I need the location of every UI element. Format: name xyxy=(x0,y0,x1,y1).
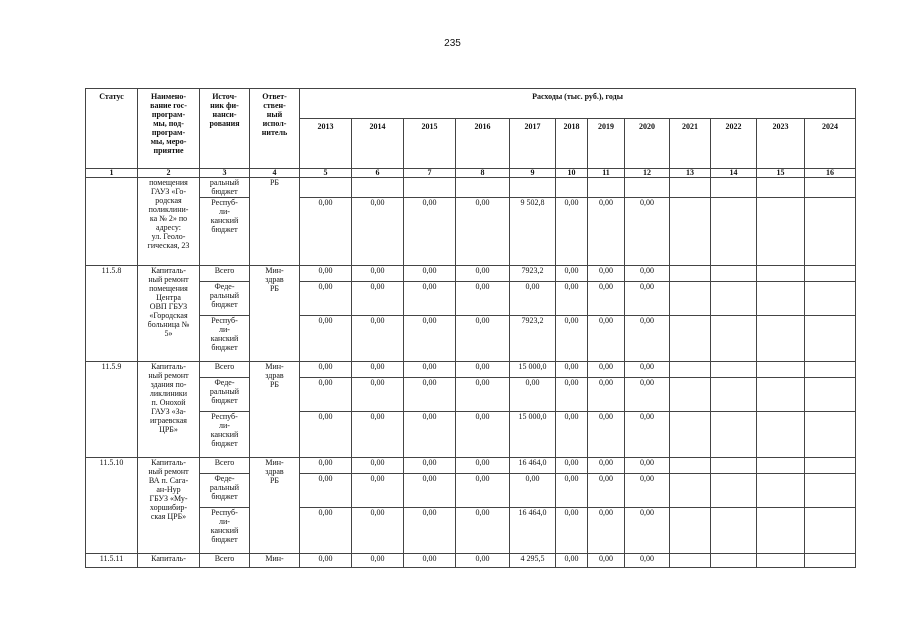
page-number: 235 xyxy=(444,38,461,49)
value-cell: 0,00 xyxy=(625,198,670,266)
source-cell: Всего xyxy=(200,458,250,474)
name-cell: Капиталь- ный ремонт ВА п. Сага- ан-Нур ГБУЗ «Му- хоршибир- ская ЦРБ» xyxy=(138,458,200,554)
empty-cell xyxy=(711,198,757,266)
value-cell: 0,00 xyxy=(352,378,404,412)
empty-cell xyxy=(711,178,757,198)
empty-cell xyxy=(670,508,711,554)
status-cell: 11.5.8 xyxy=(86,266,138,362)
value-cell: 0,00 xyxy=(404,362,456,378)
value-cell: 0,00 xyxy=(588,554,625,568)
empty-cell xyxy=(670,198,711,266)
empty-cell xyxy=(805,412,856,458)
value-cell: 0,00 xyxy=(456,266,510,282)
value-cell: 0,00 xyxy=(404,316,456,362)
budget-table xyxy=(85,88,856,568)
empty-cell xyxy=(670,458,711,474)
year-header: 2017 xyxy=(510,119,556,169)
column-number: 16 xyxy=(805,169,856,178)
empty-cell xyxy=(711,508,757,554)
value-cell: 0,00 xyxy=(625,266,670,282)
column-number: 15 xyxy=(757,169,805,178)
source-cell: Феде- ральный бюджет xyxy=(200,378,250,412)
value-cell: 0,00 xyxy=(352,316,404,362)
empty-cell xyxy=(711,282,757,316)
empty-cell xyxy=(757,282,805,316)
value-cell: 0,00 xyxy=(625,474,670,508)
value-cell xyxy=(352,178,404,198)
year-header: 2016 xyxy=(456,119,510,169)
column-number: 2 xyxy=(138,169,200,178)
empty-cell xyxy=(757,508,805,554)
year-header: 2014 xyxy=(352,119,404,169)
value-cell: 0,00 xyxy=(300,316,352,362)
source-cell: Всего xyxy=(200,362,250,378)
empty-cell xyxy=(711,316,757,362)
value-cell: 0,00 xyxy=(510,474,556,508)
value-cell: 0,00 xyxy=(625,508,670,554)
responsible-cell: Мин- здрав РБ xyxy=(250,458,300,554)
source-cell: Респуб- ли- канский бюджет xyxy=(200,198,250,266)
value-cell: 0,00 xyxy=(588,412,625,458)
name-cell: Капиталь- xyxy=(138,554,200,568)
year-header: 2015 xyxy=(404,119,456,169)
empty-cell xyxy=(805,458,856,474)
value-cell: 0,00 xyxy=(588,282,625,316)
value-cell: 0,00 xyxy=(625,554,670,568)
empty-cell xyxy=(757,474,805,508)
column-number: 5 xyxy=(300,169,352,178)
empty-cell xyxy=(805,378,856,412)
value-cell: 0,00 xyxy=(300,266,352,282)
empty-cell xyxy=(670,412,711,458)
value-cell: 0,00 xyxy=(404,378,456,412)
value-cell: 0,00 xyxy=(300,458,352,474)
table-row xyxy=(86,282,856,316)
value-cell: 0,00 xyxy=(588,474,625,508)
column-number: 4 xyxy=(250,169,300,178)
header-source: Источ- ник фи- нанси- рования xyxy=(200,89,250,169)
header-responsible: Ответ- ствен- ный испол- нитель xyxy=(250,89,300,169)
value-cell xyxy=(588,178,625,198)
year-header: 2021 xyxy=(670,119,711,169)
empty-cell xyxy=(805,266,856,282)
value-cell: 0,00 xyxy=(456,554,510,568)
value-cell: 15 000,0 xyxy=(510,362,556,378)
name-cell: Капиталь- ный ремонт помещения Центра ОВП ГБУЗ «Городская больница № 5» xyxy=(138,266,200,362)
table-row xyxy=(86,362,856,378)
value-cell xyxy=(300,178,352,198)
value-cell: 0,00 xyxy=(300,282,352,316)
empty-cell xyxy=(711,378,757,412)
column-number-row xyxy=(86,169,856,178)
value-cell: 0,00 xyxy=(300,508,352,554)
table-row xyxy=(86,508,856,554)
value-cell: 0,00 xyxy=(456,412,510,458)
value-cell: 0,00 xyxy=(556,282,588,316)
empty-cell xyxy=(805,198,856,266)
table-body xyxy=(86,178,856,568)
empty-cell xyxy=(757,198,805,266)
source-cell: Респуб- ли- канский бюджет xyxy=(200,412,250,458)
column-number: 8 xyxy=(456,169,510,178)
value-cell: 0,00 xyxy=(300,412,352,458)
value-cell: 0,00 xyxy=(456,362,510,378)
value-cell: 16 464,0 xyxy=(510,458,556,474)
empty-cell xyxy=(757,412,805,458)
value-cell: 0,00 xyxy=(625,282,670,316)
empty-cell xyxy=(805,316,856,362)
responsible-cell: Мин- здрав РБ xyxy=(250,266,300,362)
year-header: 2018 xyxy=(556,119,588,169)
value-cell: 0,00 xyxy=(456,508,510,554)
value-cell: 0,00 xyxy=(300,554,352,568)
value-cell: 0,00 xyxy=(625,458,670,474)
header-status: Статус xyxy=(86,89,138,169)
table-row xyxy=(86,378,856,412)
value-cell: 0,00 xyxy=(404,474,456,508)
value-cell: 0,00 xyxy=(625,412,670,458)
source-cell: Респуб- ли- канский бюджет xyxy=(200,508,250,554)
empty-cell xyxy=(670,178,711,198)
empty-cell xyxy=(805,554,856,568)
source-cell: Феде- ральный бюджет xyxy=(200,282,250,316)
value-cell: 0,00 xyxy=(404,458,456,474)
year-header: 2013 xyxy=(300,119,352,169)
name-cell: помещения ГАУЗ «Го- родская поликлини- ка № 2» по адресу: ул. Геоло- гическая, 23 xyxy=(138,178,200,266)
value-cell: 0,00 xyxy=(300,362,352,378)
empty-cell xyxy=(670,266,711,282)
value-cell: 0,00 xyxy=(588,508,625,554)
empty-cell xyxy=(711,266,757,282)
value-cell: 0,00 xyxy=(352,282,404,316)
column-number: 14 xyxy=(711,169,757,178)
value-cell: 0,00 xyxy=(625,378,670,412)
value-cell: 0,00 xyxy=(588,362,625,378)
empty-cell xyxy=(757,266,805,282)
value-cell: 0,00 xyxy=(300,474,352,508)
empty-cell xyxy=(757,362,805,378)
value-cell: 0,00 xyxy=(510,378,556,412)
empty-cell xyxy=(757,554,805,568)
value-cell xyxy=(625,178,670,198)
value-cell: 0,00 xyxy=(404,266,456,282)
source-cell: ральный бюджет xyxy=(200,178,250,198)
empty-cell xyxy=(805,508,856,554)
year-header: 2024 xyxy=(805,119,856,169)
value-cell: 0,00 xyxy=(456,316,510,362)
table-row xyxy=(86,178,856,198)
status-cell: 11.5.11 xyxy=(86,554,138,568)
empty-cell xyxy=(670,362,711,378)
responsible-cell: Мин- здрав РБ xyxy=(250,362,300,458)
value-cell: 0,00 xyxy=(404,508,456,554)
value-cell: 0,00 xyxy=(556,412,588,458)
value-cell: 0,00 xyxy=(352,508,404,554)
value-cell xyxy=(404,178,456,198)
value-cell: 0,00 xyxy=(588,316,625,362)
value-cell: 0,00 xyxy=(300,378,352,412)
year-header: 2023 xyxy=(757,119,805,169)
value-cell: 0,00 xyxy=(404,412,456,458)
empty-cell xyxy=(757,378,805,412)
empty-cell xyxy=(805,178,856,198)
value-cell: 0,00 xyxy=(456,458,510,474)
value-cell: 0,00 xyxy=(556,362,588,378)
status-cell xyxy=(86,178,138,266)
value-cell: 0,00 xyxy=(352,412,404,458)
column-number: 12 xyxy=(625,169,670,178)
empty-cell xyxy=(757,458,805,474)
value-cell: 0,00 xyxy=(352,458,404,474)
value-cell: 0,00 xyxy=(456,198,510,266)
value-cell: 0,00 xyxy=(456,378,510,412)
empty-cell xyxy=(805,474,856,508)
column-number: 10 xyxy=(556,169,588,178)
table-row xyxy=(86,554,856,568)
table-row xyxy=(86,458,856,474)
empty-cell xyxy=(670,474,711,508)
table-row xyxy=(86,266,856,282)
value-cell: 0,00 xyxy=(588,458,625,474)
empty-cell xyxy=(670,554,711,568)
value-cell: 0,00 xyxy=(352,554,404,568)
value-cell xyxy=(556,178,588,198)
column-number: 1 xyxy=(86,169,138,178)
value-cell: 7923,2 xyxy=(510,316,556,362)
value-cell: 0,00 xyxy=(556,554,588,568)
value-cell: 0,00 xyxy=(556,508,588,554)
name-cell: Капиталь- ный ремонт здания по- ликлиники п. Онохой ГАУЗ «За- играевская ЦРБ» xyxy=(138,362,200,458)
value-cell: 16 464,0 xyxy=(510,508,556,554)
value-cell: 0,00 xyxy=(588,198,625,266)
value-cell: 0,00 xyxy=(556,316,588,362)
value-cell: 0,00 xyxy=(556,458,588,474)
source-cell: Феде- ральный бюджет xyxy=(200,474,250,508)
empty-cell xyxy=(711,458,757,474)
value-cell: 0,00 xyxy=(588,266,625,282)
value-cell: 0,00 xyxy=(300,198,352,266)
column-number: 9 xyxy=(510,169,556,178)
empty-cell xyxy=(757,178,805,198)
empty-cell xyxy=(711,362,757,378)
value-cell: 15 000,0 xyxy=(510,412,556,458)
value-cell: 0,00 xyxy=(404,282,456,316)
value-cell: 0,00 xyxy=(510,282,556,316)
empty-cell xyxy=(757,316,805,362)
value-cell: 0,00 xyxy=(404,198,456,266)
status-cell: 11.5.10 xyxy=(86,458,138,554)
value-cell: 0,00 xyxy=(556,198,588,266)
value-cell xyxy=(510,178,556,198)
source-cell: Всего xyxy=(200,266,250,282)
value-cell: 0,00 xyxy=(352,362,404,378)
value-cell: 0,00 xyxy=(588,378,625,412)
empty-cell xyxy=(711,412,757,458)
empty-cell xyxy=(805,362,856,378)
value-cell: 0,00 xyxy=(352,266,404,282)
value-cell: 0,00 xyxy=(625,316,670,362)
responsible-cell: Мин- xyxy=(250,554,300,568)
value-cell: 4 295,5 xyxy=(510,554,556,568)
value-cell: 0,00 xyxy=(556,378,588,412)
empty-cell xyxy=(711,474,757,508)
source-cell: Всего xyxy=(200,554,250,568)
table-row xyxy=(86,474,856,508)
value-cell: 0,00 xyxy=(556,474,588,508)
value-cell: 0,00 xyxy=(456,282,510,316)
responsible-cell: РБ xyxy=(250,178,300,266)
year-header: 2022 xyxy=(711,119,757,169)
value-cell xyxy=(456,178,510,198)
empty-cell xyxy=(805,282,856,316)
column-number: 6 xyxy=(352,169,404,178)
table-row xyxy=(86,198,856,266)
year-header: 2020 xyxy=(625,119,670,169)
table-header xyxy=(86,89,856,178)
column-number: 7 xyxy=(404,169,456,178)
value-cell: 9 502,8 xyxy=(510,198,556,266)
empty-cell xyxy=(670,378,711,412)
column-number: 13 xyxy=(670,169,711,178)
empty-cell xyxy=(670,282,711,316)
header-expenses: Расходы (тыс. руб.), годы xyxy=(300,89,856,119)
value-cell: 0,00 xyxy=(352,198,404,266)
value-cell: 0,00 xyxy=(556,266,588,282)
empty-cell xyxy=(711,554,757,568)
table-row xyxy=(86,316,856,362)
year-header: 2019 xyxy=(588,119,625,169)
value-cell: 0,00 xyxy=(352,474,404,508)
column-number: 11 xyxy=(588,169,625,178)
table-row xyxy=(86,412,856,458)
header-name: Наимено- вание гос- програм- мы, под- програм- мы, меро- приятие xyxy=(138,89,200,169)
value-cell: 0,00 xyxy=(404,554,456,568)
value-cell: 7923,2 xyxy=(510,266,556,282)
source-cell: Респуб- ли- канский бюджет xyxy=(200,316,250,362)
column-number: 3 xyxy=(200,169,250,178)
value-cell: 0,00 xyxy=(625,362,670,378)
status-cell: 11.5.9 xyxy=(86,362,138,458)
empty-cell xyxy=(670,316,711,362)
value-cell: 0,00 xyxy=(456,474,510,508)
